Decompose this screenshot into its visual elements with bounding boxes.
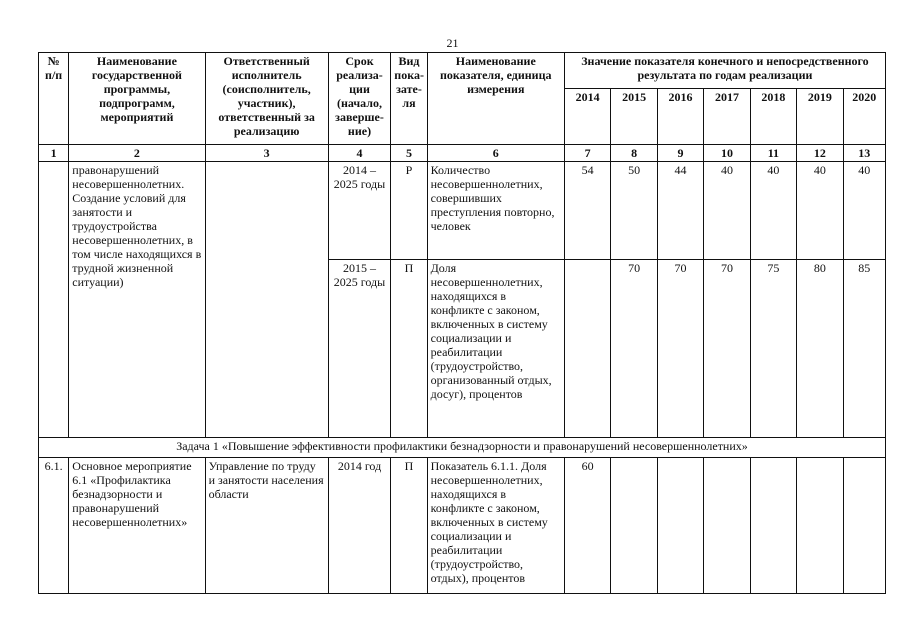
header-year: 2016 <box>657 89 703 145</box>
header-col-indicator: Наименование показателя, единица измерения <box>427 53 564 145</box>
header-col-executor: Ответственный исполнитель (соисполнитель, участник), ответственный за реализацию <box>205 53 328 145</box>
value-cell <box>657 458 703 594</box>
value-cell <box>797 458 843 594</box>
header-col-name: Наименование государственной программы, подпрограмм, мероприятий <box>69 53 205 145</box>
value-cell: 85 <box>843 260 885 438</box>
type-cell: П <box>391 260 427 438</box>
value-cell: 70 <box>657 260 703 438</box>
header-year: 2017 <box>704 89 750 145</box>
col-number: 4 <box>328 145 391 162</box>
column-number-row <box>39 145 886 162</box>
header-row-top <box>39 53 886 89</box>
value-cell: 50 <box>611 162 657 260</box>
program-name-cell: правонарушений несовершеннолетних. Создание условий для занятости и трудоустройства несовершеннолетних, в том числе находящихся в трудной жизненной ситуации) <box>69 162 205 438</box>
value-cell: 40 <box>750 162 796 260</box>
col-number: 12 <box>797 145 843 162</box>
value-cell: 75 <box>750 260 796 438</box>
col-number: 13 <box>843 145 885 162</box>
row-number-cell <box>39 162 69 438</box>
type-cell: П <box>391 458 427 594</box>
value-cell: 60 <box>564 458 610 594</box>
task-title: Задача 1 «Повышение эффективности профилактики безнадзорности и правонарушений несовершеннолетних» <box>39 438 886 458</box>
value-cell: 40 <box>843 162 885 260</box>
page-number: 21 <box>446 36 459 50</box>
col-number: 5 <box>391 145 427 162</box>
value-cell: 40 <box>797 162 843 260</box>
header-col-period: Срок реализа-ции (начало, заверше-ние) <box>328 53 391 145</box>
header-values-group: Значение показателя конечного и непосредственного результата по годам реализации <box>564 53 885 89</box>
value-cell <box>564 260 610 438</box>
col-number: 11 <box>750 145 796 162</box>
value-cell <box>843 458 885 594</box>
value-cell <box>704 458 750 594</box>
period-cell: 2015 – 2025 годы <box>328 260 391 438</box>
col-number: 7 <box>564 145 610 162</box>
indicator-cell: Количество несовершеннолетних, совершивших преступления повторно, человек <box>427 162 564 260</box>
col-number: 3 <box>205 145 328 162</box>
value-cell: 40 <box>704 162 750 260</box>
header-year: 2018 <box>750 89 796 145</box>
indicator-cell: Доля несовершеннолетних, находящихся в конфликте с законом, включенных в систему социализации и реабилитации (трудоустройство, организованный отдых, досуг), процентов <box>427 260 564 438</box>
period-cell: 2014 год <box>328 458 391 594</box>
indicator-table <box>38 52 886 594</box>
value-cell <box>750 458 796 594</box>
value-cell: 44 <box>657 162 703 260</box>
row-number-cell: 6.1. <box>39 458 69 594</box>
header-year: 2020 <box>843 89 885 145</box>
value-cell: 80 <box>797 260 843 438</box>
measure-name-cell: Основное мероприятие 6.1 «Профилактика безнадзорности и правонарушений несовершеннолетних» <box>69 458 205 594</box>
task-row <box>39 438 886 458</box>
header-year: 2014 <box>564 89 610 145</box>
header-year: 2015 <box>611 89 657 145</box>
col-number: 9 <box>657 145 703 162</box>
header-col-type: Вид пока-зате-ля <box>391 53 427 145</box>
executor-cell: Управление по труду и занятости населения области <box>205 458 328 594</box>
table-row <box>39 162 886 260</box>
value-cell <box>611 458 657 594</box>
col-number: 6 <box>427 145 564 162</box>
table-row <box>39 458 886 594</box>
col-number: 10 <box>704 145 750 162</box>
period-cell: 2014 – 2025 годы <box>328 162 391 260</box>
type-cell: Р <box>391 162 427 260</box>
col-number: 1 <box>39 145 69 162</box>
col-number: 8 <box>611 145 657 162</box>
header-col-number: № п/п <box>39 53 69 145</box>
executor-cell <box>205 162 328 438</box>
value-cell: 70 <box>704 260 750 438</box>
indicator-cell: Показатель 6.1.1. Доля несовершеннолетних, находящихся в конфликте с законом, включенных в систему социализации и реабилитации (трудоустройство, отдых), процентов <box>427 458 564 594</box>
header-year: 2019 <box>797 89 843 145</box>
value-cell: 54 <box>564 162 610 260</box>
value-cell: 70 <box>611 260 657 438</box>
col-number: 2 <box>69 145 205 162</box>
